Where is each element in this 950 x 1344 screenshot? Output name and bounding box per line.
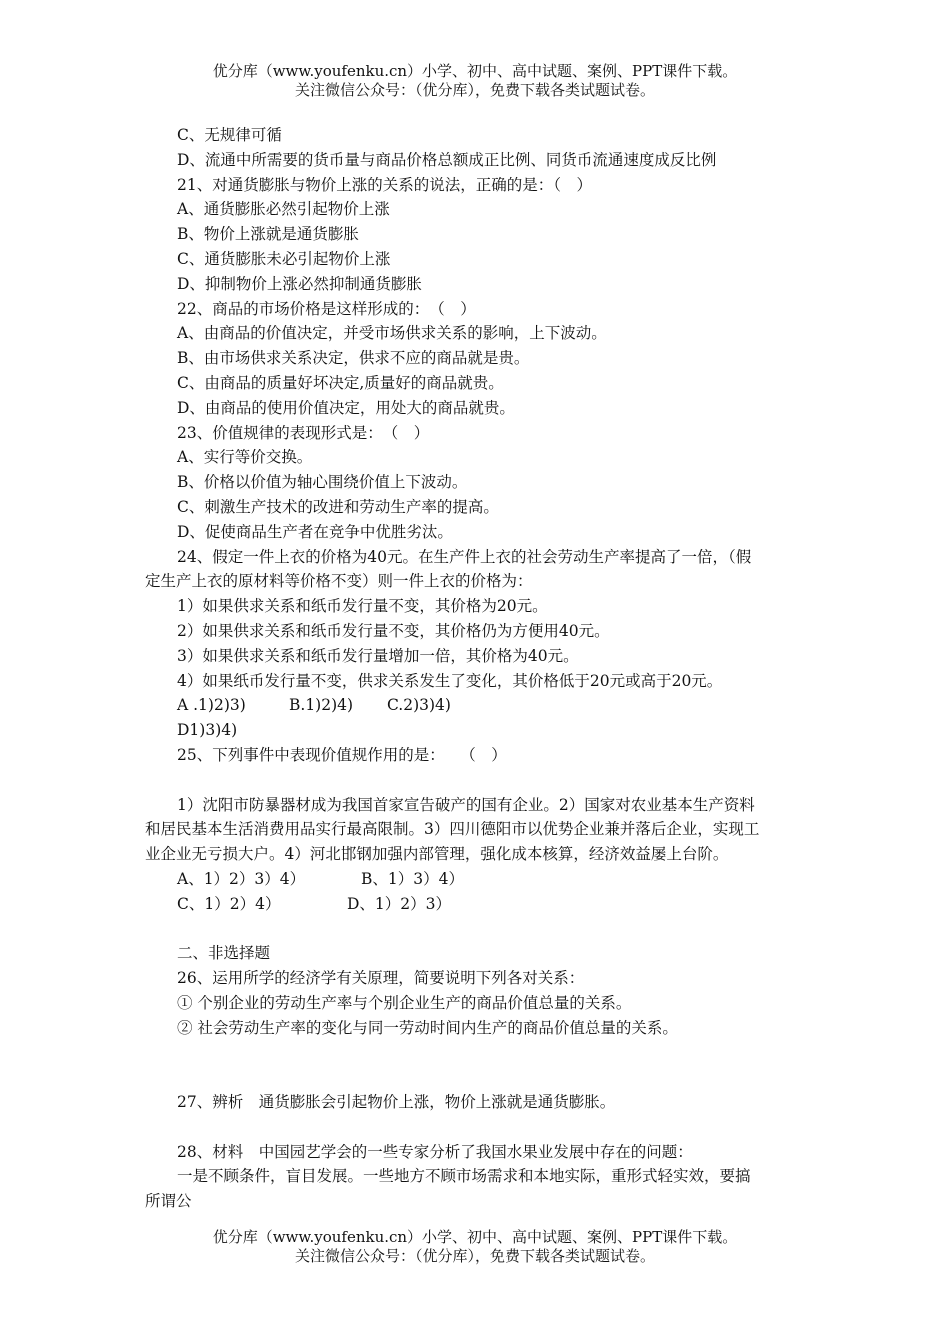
q24-option-d: D1)3)4)	[177, 721, 238, 740]
q26-item-2: ② 社会劳动生产率的变化与同一劳动时间内生产的商品价值总量的关系。	[177, 1018, 678, 1037]
spacer	[145, 1115, 810, 1140]
footer-line-1: 优分库（www.youfenku.cn）小学、初中、高中试题、案例、PPT课件下载。	[212, 1228, 738, 1246]
header-line-2: 关注微信公众号：（优分库），免费下载各类试题试卷。	[294, 81, 655, 99]
q25-option-c: C、1）2）4）	[177, 894, 281, 913]
q24-statement-1: 1）如果供求关系和纸币发行量不变，其价格为20元。	[177, 597, 548, 616]
q24-option-a: A .1)2)3)	[177, 696, 246, 715]
q24-statement-3: 3）如果供求关系和纸币发行量增加一倍，其价格为40元。	[177, 646, 579, 665]
q25-option-b: B、1）3）4）	[361, 869, 464, 888]
q21-option-d: D、抑制物价上涨必然抑制通货膨胀	[177, 274, 422, 293]
spacer	[145, 1040, 810, 1090]
q26-item-1: ① 个别企业的劳动生产率与个别企业生产的商品价值总量的关系。	[177, 993, 632, 1012]
footer-line-2: 关注微信公众号：（优分库），免费下载各类试题试卷。	[294, 1247, 655, 1265]
q25-option-d: D、1）2）3）	[347, 894, 452, 913]
question-23: 23、价值规律的表现形式是： （ ）	[177, 423, 430, 442]
question-22: 22、商品的市场价格是这样形成的： （ ）	[177, 299, 476, 318]
q20-option-d: D、流通中所需要的货币量与商品价格总额成正比例、同货币流通速度成反比例	[177, 150, 717, 169]
section-2-heading: 二、非选择题	[177, 944, 271, 963]
question-25: 25、下列事件中表现价值规作用的是： （ ）	[177, 745, 507, 764]
q24-option-c: C.2)3)4)	[387, 696, 451, 715]
q22-option-d: D、由商品的使用价值决定，用处大的商品就贵。	[177, 398, 515, 417]
q22-option-c: C、由商品的质量好坏决定,质量好的商品就贵。	[177, 373, 504, 392]
question-26: 26、运用所学的经济学有关原理，简要说明下列各对关系：	[177, 969, 585, 988]
q23-option-b: B、价格以价值为轴心围绕价值上下波动。	[177, 473, 468, 492]
question-21: 21、对通货膨胀与物价上涨的关系的说法，正确的是：（ ）	[177, 175, 592, 194]
q25-option-a: A、1）2）3）4）	[177, 869, 306, 888]
q25-paragraph-line-1: 1）沈阳市防暴器材成为我国首家宣告破产的国有企业。2）国家对农业基本生产资料	[177, 795, 755, 814]
q24-options-row	[145, 693, 810, 718]
header-line-1: 优分库（www.youfenku.cn）小学、初中、高中试题、案例、PPT课件下载。	[212, 62, 738, 80]
q22-option-b: B、由市场供求关系决定，供求不应的商品就是贵。	[177, 349, 530, 368]
spacer	[145, 768, 810, 793]
q25-options-row-1	[145, 867, 810, 892]
page-header	[0, 62, 950, 100]
question-24-line-1: 24、假定一件上衣的价格为40元。在生产件上衣的社会劳动生产率提高了一倍，（假	[177, 547, 752, 566]
q28-paragraph-line-1: 一是不顾条件，盲目发展。一些地方不顾市场需求和本地实际，重形式轻实效，要搞	[177, 1167, 751, 1186]
q21-option-a: A、通货膨胀必然引起物价上涨	[177, 200, 390, 219]
q25-paragraph-line-2: 和居民基本生活消费用品实行最高限制。3）四川德阳市以优势企业兼并落后企业，实现工	[145, 820, 760, 839]
page-footer	[0, 1228, 950, 1266]
spacer	[145, 917, 810, 942]
question-28: 28、材料 中国园艺学会的一些专家分析了我国水果业发展中存在的问题：	[177, 1142, 693, 1161]
question-27: 27、辨析 通货膨胀会引起物价上涨，物价上涨就是通货膨胀。	[177, 1093, 616, 1112]
q24-statement-2: 2）如果供求关系和纸币发行量不变，其价格仍为方便用40元。	[177, 621, 610, 640]
question-24-line-2: 定生产上衣的原材料等价格不变）则一件上衣的价格为：	[145, 572, 533, 591]
q22-option-a: A、由商品的价值决定，并受市场供求关系的影响，上下波动。	[177, 324, 607, 343]
q25-options-row-2	[145, 892, 810, 917]
q24-statement-4: 4）如果纸币发行量不变，供求关系发生了变化，其价格低于20元或高于20元。	[177, 671, 723, 690]
q25-paragraph-line-3: 业企业无亏损大户。4）河北邯钢加强内部管理，强化成本核算，经济效益屡上台阶。	[145, 845, 729, 864]
q28-paragraph-line-2: 所谓公	[145, 1192, 192, 1211]
document-body	[145, 123, 810, 1214]
q23-option-d: D、促使商品生产者在竞争中优胜劣汰。	[177, 522, 453, 541]
q20-option-c: C、无规律可循	[177, 126, 282, 144]
q24-option-b: B.1)2)4)	[289, 696, 354, 715]
q23-option-a: A、实行等价交换。	[177, 448, 313, 467]
q21-option-c: C、通货膨胀未必引起物价上涨	[177, 249, 391, 268]
q21-option-b: B、物价上涨就是通货膨胀	[177, 225, 359, 244]
q23-option-c: C、刺激生产技术的改进和劳动生产率的提高。	[177, 497, 499, 516]
